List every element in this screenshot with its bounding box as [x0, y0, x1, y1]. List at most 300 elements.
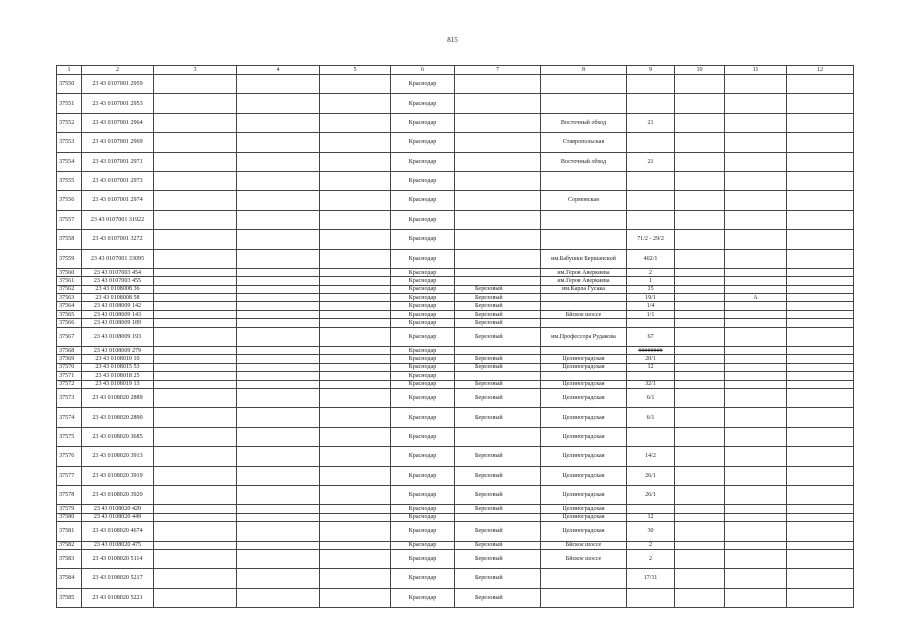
empty-cell	[320, 294, 391, 302]
table-row	[57, 75, 854, 94]
row-number-cell: 37575	[57, 427, 82, 446]
city-cell: Краснодар	[391, 505, 455, 513]
row-number-cell: 37571	[57, 372, 82, 380]
table-row	[57, 522, 854, 541]
cadastral-number-cell: 23 43 0107003 454	[82, 268, 154, 276]
empty-cell	[675, 268, 725, 276]
empty-cell	[237, 319, 320, 327]
empty-cell	[787, 210, 854, 229]
empty-cell	[154, 569, 237, 588]
house-number-cell	[627, 133, 675, 152]
city-cell: Краснодар	[391, 541, 455, 549]
letter-cell	[725, 485, 787, 504]
cadastral-number-cell: 23 43 0108015 53	[82, 363, 154, 371]
empty-cell	[320, 380, 391, 388]
city-cell: Краснодар	[391, 302, 455, 310]
cadastral-number-cell: 23 43 0108020 3929	[82, 485, 154, 504]
house-number-cell: 12	[627, 513, 675, 521]
city-cell: Краснодар	[391, 549, 455, 568]
street-cell: Бйское шоссе	[541, 549, 627, 568]
street-cell	[541, 372, 627, 380]
empty-cell	[675, 522, 725, 541]
empty-cell	[237, 133, 320, 152]
table-row	[57, 363, 854, 371]
house-number-cell: 30	[627, 522, 675, 541]
district-cell	[455, 372, 541, 380]
table-row	[57, 285, 854, 293]
district-cell	[455, 277, 541, 285]
city-cell: Краснодар	[391, 319, 455, 327]
house-number-cell	[627, 191, 675, 210]
letter-cell	[725, 363, 787, 371]
house-number-cell	[627, 505, 675, 513]
empty-cell	[320, 513, 391, 521]
street-cell	[541, 171, 627, 190]
city-cell: Краснодар	[391, 191, 455, 210]
row-number-cell: 37560	[57, 268, 82, 276]
house-number-cell: 26/1	[627, 485, 675, 504]
empty-cell	[237, 302, 320, 310]
house-number-cell: 14/2	[627, 447, 675, 466]
column-header: 1	[57, 66, 82, 75]
letter-cell	[725, 327, 787, 346]
letter-cell	[725, 230, 787, 249]
table-row	[57, 249, 854, 268]
empty-cell	[675, 285, 725, 293]
cadastral-number-cell: 23 43 0108018 25	[82, 372, 154, 380]
empty-cell	[237, 327, 320, 346]
letter-cell	[725, 319, 787, 327]
row-number-cell: 37584	[57, 569, 82, 588]
district-cell: Березовый	[455, 310, 541, 318]
row-number-cell: 37559	[57, 249, 82, 268]
cadastral-number-cell: 23 43 0108009 143	[82, 310, 154, 318]
empty-cell	[675, 113, 725, 132]
empty-cell	[787, 249, 854, 268]
table-row	[57, 447, 854, 466]
empty-cell	[237, 249, 320, 268]
empty-cell	[237, 113, 320, 132]
city-cell: Краснодар	[391, 408, 455, 427]
district-cell: Березовый	[455, 363, 541, 371]
table-row	[57, 327, 854, 346]
street-cell	[541, 210, 627, 229]
empty-cell	[675, 569, 725, 588]
letter-cell	[725, 75, 787, 94]
cadastral-number-cell: 23 43 0107001 2973	[82, 171, 154, 190]
empty-cell	[675, 355, 725, 363]
empty-cell	[154, 447, 237, 466]
city-cell: Краснодар	[391, 485, 455, 504]
row-number-cell: 37579	[57, 505, 82, 513]
empty-cell	[154, 513, 237, 521]
city-cell: Краснодар	[391, 249, 455, 268]
row-number-cell: 37551	[57, 94, 82, 113]
empty-cell	[237, 268, 320, 276]
cadastral-number-cell: 23 43 0108010 10	[82, 355, 154, 363]
empty-cell	[320, 133, 391, 152]
letter-cell	[725, 277, 787, 285]
empty-cell	[237, 388, 320, 407]
district-cell: Березовый	[455, 447, 541, 466]
empty-cell	[154, 152, 237, 171]
letter-cell	[725, 447, 787, 466]
cadastral-number-cell: 23 43 0108008 36	[82, 285, 154, 293]
city-cell: Краснодар	[391, 75, 455, 94]
empty-cell	[237, 427, 320, 446]
empty-cell	[320, 363, 391, 371]
empty-cell	[154, 380, 237, 388]
empty-cell	[154, 485, 237, 504]
street-cell: Целиноградская	[541, 505, 627, 513]
street-cell: Целиноградская	[541, 388, 627, 407]
cadastral-number-cell: 23 43 0108020 5114	[82, 549, 154, 568]
table-row	[57, 310, 854, 318]
table-row	[57, 569, 854, 588]
house-number-cell: 26/1	[627, 466, 675, 485]
empty-cell	[320, 171, 391, 190]
letter-cell	[725, 302, 787, 310]
empty-cell	[787, 380, 854, 388]
column-header: 2	[82, 66, 154, 75]
district-cell	[455, 268, 541, 276]
house-number-cell: 12	[627, 363, 675, 371]
empty-cell	[154, 372, 237, 380]
empty-cell	[237, 294, 320, 302]
empty-cell	[320, 549, 391, 568]
empty-cell	[787, 268, 854, 276]
letter-cell	[725, 133, 787, 152]
empty-cell	[787, 549, 854, 568]
empty-cell	[237, 513, 320, 521]
empty-cell	[154, 319, 237, 327]
row-number-cell: 37566	[57, 319, 82, 327]
empty-cell	[237, 505, 320, 513]
district-cell: Березовый	[455, 285, 541, 293]
cadastral-number-cell: 23 43 0108019 13	[82, 380, 154, 388]
street-cell: им.Профессора Рудакова	[541, 327, 627, 346]
empty-cell	[787, 513, 854, 521]
empty-cell	[787, 355, 854, 363]
empty-cell	[787, 310, 854, 318]
empty-cell	[154, 133, 237, 152]
row-number-cell: 37570	[57, 363, 82, 371]
empty-cell	[320, 372, 391, 380]
empty-cell	[320, 249, 391, 268]
house-number-cell	[627, 210, 675, 229]
empty-cell	[787, 133, 854, 152]
table-row	[57, 505, 854, 513]
district-cell: Березовый	[455, 466, 541, 485]
letter-cell	[725, 268, 787, 276]
row-number-cell: 37555	[57, 171, 82, 190]
empty-cell	[320, 485, 391, 504]
street-cell: им.Героя Аверкиева	[541, 268, 627, 276]
table-row	[57, 152, 854, 171]
house-number-cell	[627, 588, 675, 607]
empty-cell	[320, 347, 391, 355]
letter-cell	[725, 588, 787, 607]
cadastral-number-cell: 23 43 0108009 193	[82, 327, 154, 346]
empty-cell	[787, 588, 854, 607]
column-header: 11	[725, 66, 787, 75]
letter-cell	[725, 549, 787, 568]
empty-cell	[320, 113, 391, 132]
empty-cell	[154, 408, 237, 427]
row-number-cell: 37581	[57, 522, 82, 541]
city-cell: Краснодар	[391, 294, 455, 302]
street-cell: Восточный обход	[541, 113, 627, 132]
empty-cell	[675, 152, 725, 171]
letter-cell	[725, 505, 787, 513]
empty-cell	[675, 94, 725, 113]
empty-cell	[237, 191, 320, 210]
table-row	[57, 210, 854, 229]
city-cell: Краснодар	[391, 327, 455, 346]
table-row	[57, 388, 854, 407]
city-cell: Краснодар	[391, 513, 455, 521]
row-number-cell: 37558	[57, 230, 82, 249]
empty-cell	[787, 363, 854, 371]
cadastral-number-cell: 23 43 0107001 2974	[82, 191, 154, 210]
house-number-cell: 71/2 - 29/2	[627, 230, 675, 249]
empty-cell	[320, 355, 391, 363]
empty-cell	[787, 388, 854, 407]
empty-cell	[320, 210, 391, 229]
letter-cell	[725, 113, 787, 132]
row-number-cell: 37576	[57, 447, 82, 466]
empty-cell	[154, 302, 237, 310]
district-cell	[455, 210, 541, 229]
city-cell: Краснодар	[391, 372, 455, 380]
letter-cell	[725, 249, 787, 268]
empty-cell	[320, 427, 391, 446]
street-cell	[541, 94, 627, 113]
letter-cell	[725, 427, 787, 446]
district-cell	[455, 133, 541, 152]
street-cell: Целиноградская	[541, 466, 627, 485]
empty-cell	[154, 427, 237, 446]
empty-cell	[154, 94, 237, 113]
district-cell	[455, 75, 541, 94]
district-cell	[455, 171, 541, 190]
empty-cell	[237, 466, 320, 485]
empty-cell	[154, 191, 237, 210]
page-number: 815	[447, 36, 458, 44]
letter-cell	[725, 569, 787, 588]
district-cell: Березовый	[455, 327, 541, 346]
cadastral-number-cell: 23 43 0108020 2890	[82, 408, 154, 427]
empty-cell	[675, 327, 725, 346]
letter-cell	[725, 191, 787, 210]
street-cell	[541, 319, 627, 327]
street-cell: Восточный обход	[541, 152, 627, 171]
table-row	[57, 355, 854, 363]
empty-cell	[154, 75, 237, 94]
empty-cell	[154, 249, 237, 268]
cadastral-number-cell: 23 43 0107001 3272	[82, 230, 154, 249]
street-cell: Целиноградская	[541, 485, 627, 504]
house-number-cell: 402/1	[627, 249, 675, 268]
empty-cell	[237, 355, 320, 363]
district-cell: Березовый	[455, 505, 541, 513]
city-cell: Краснодар	[391, 447, 455, 466]
empty-cell	[675, 380, 725, 388]
empty-cell	[675, 294, 725, 302]
empty-cell	[787, 230, 854, 249]
empty-cell	[237, 588, 320, 607]
district-cell: Березовый	[455, 294, 541, 302]
row-number-cell: 37550	[57, 75, 82, 94]
letter-cell	[725, 355, 787, 363]
letter-cell	[725, 513, 787, 521]
house-number-cell: 1/4	[627, 302, 675, 310]
empty-cell	[154, 505, 237, 513]
empty-cell	[154, 347, 237, 355]
column-header: 8	[541, 66, 627, 75]
empty-cell	[154, 171, 237, 190]
row-number-cell: 37574	[57, 408, 82, 427]
house-number-cell: 17/11	[627, 569, 675, 588]
row-number-cell: 37553	[57, 133, 82, 152]
empty-cell	[787, 485, 854, 504]
letter-cell	[725, 210, 787, 229]
house-number-cell: 32/1	[627, 380, 675, 388]
cadastral-number-cell: 23 43 0108020 2889	[82, 388, 154, 407]
table-row	[57, 171, 854, 190]
empty-cell	[237, 485, 320, 504]
empty-cell	[154, 522, 237, 541]
empty-cell	[675, 485, 725, 504]
empty-cell	[320, 447, 391, 466]
table-row	[57, 268, 854, 276]
cadastral-number-cell: 23 43 0108020 420	[82, 505, 154, 513]
letter-cell	[725, 152, 787, 171]
empty-cell	[787, 427, 854, 446]
empty-cell	[237, 522, 320, 541]
empty-cell	[675, 171, 725, 190]
row-number-cell: 37572	[57, 380, 82, 388]
city-cell: Краснодар	[391, 171, 455, 190]
empty-cell	[787, 277, 854, 285]
empty-cell	[320, 319, 391, 327]
letter-cell	[725, 94, 787, 113]
row-number-cell: 37564	[57, 302, 82, 310]
row-number-cell: 37556	[57, 191, 82, 210]
cadastral-number-cell: 23 43 0108020 3913	[82, 447, 154, 466]
house-number-cell: 6/1	[627, 388, 675, 407]
empty-cell	[787, 94, 854, 113]
city-cell: Краснодар	[391, 268, 455, 276]
district-cell: Березовый	[455, 380, 541, 388]
empty-cell	[675, 249, 725, 268]
empty-cell	[675, 447, 725, 466]
empty-cell	[237, 310, 320, 318]
column-header: 3	[154, 66, 237, 75]
empty-cell	[787, 569, 854, 588]
registry-table	[56, 65, 854, 608]
table-row	[57, 380, 854, 388]
cadastral-number-cell: 23 43 0108020 5221	[82, 588, 154, 607]
table-row	[57, 294, 854, 302]
cadastral-number-cell: 23 43 0108009 189	[82, 319, 154, 327]
street-cell: Сормовская	[541, 191, 627, 210]
row-number-cell: 37563	[57, 294, 82, 302]
city-cell: Краснодар	[391, 113, 455, 132]
empty-cell	[237, 277, 320, 285]
column-header: 6	[391, 66, 455, 75]
city-cell: Краснодар	[391, 388, 455, 407]
cadastral-number-cell: 23 43 0108020 475	[82, 541, 154, 549]
empty-cell	[675, 310, 725, 318]
city-cell: Краснодар	[391, 522, 455, 541]
city-cell: Краснодар	[391, 569, 455, 588]
district-cell: Березовый	[455, 408, 541, 427]
cadastral-number-cell: 23 43 0108020 449	[82, 513, 154, 521]
empty-cell	[320, 505, 391, 513]
empty-cell	[787, 319, 854, 327]
city-cell: Краснодар	[391, 427, 455, 446]
district-cell	[455, 427, 541, 446]
street-cell	[541, 588, 627, 607]
empty-cell	[675, 408, 725, 427]
column-header: 4	[237, 66, 320, 75]
house-number-cell: 20/1	[627, 355, 675, 363]
district-cell	[455, 113, 541, 132]
house-number-cell: 21	[627, 152, 675, 171]
column-header: 9	[627, 66, 675, 75]
empty-cell	[237, 447, 320, 466]
city-cell: Краснодар	[391, 133, 455, 152]
empty-cell	[787, 372, 854, 380]
cadastral-number-cell: 23 43 0107003 455	[82, 277, 154, 285]
letter-cell	[725, 522, 787, 541]
city-cell: Краснодар	[391, 210, 455, 229]
empty-cell	[154, 549, 237, 568]
empty-cell	[237, 94, 320, 113]
letter-cell	[725, 541, 787, 549]
house-number-cell	[627, 171, 675, 190]
empty-cell	[675, 210, 725, 229]
letter-cell	[725, 372, 787, 380]
empty-cell	[787, 505, 854, 513]
district-cell: Березовый	[455, 588, 541, 607]
house-number-cell	[627, 75, 675, 94]
city-cell: Краснодар	[391, 347, 455, 355]
street-cell: Ставропольская	[541, 133, 627, 152]
table-row	[57, 277, 854, 285]
table-row	[57, 541, 854, 549]
cadastral-number-cell: 23 43 0107001 2964	[82, 113, 154, 132]
city-cell: Краснодар	[391, 588, 455, 607]
table-row	[57, 113, 854, 132]
empty-cell	[154, 285, 237, 293]
district-cell: Березовый	[455, 388, 541, 407]
city-cell: Краснодар	[391, 230, 455, 249]
city-cell: Краснодар	[391, 380, 455, 388]
empty-cell	[237, 569, 320, 588]
street-cell: Целиноградская	[541, 408, 627, 427]
city-cell: Краснодар	[391, 285, 455, 293]
empty-cell	[675, 302, 725, 310]
empty-cell	[154, 277, 237, 285]
city-cell: Краснодар	[391, 466, 455, 485]
empty-cell	[320, 327, 391, 346]
row-number-cell: 37552	[57, 113, 82, 132]
empty-cell	[675, 541, 725, 549]
empty-cell	[320, 302, 391, 310]
letter-cell	[725, 310, 787, 318]
